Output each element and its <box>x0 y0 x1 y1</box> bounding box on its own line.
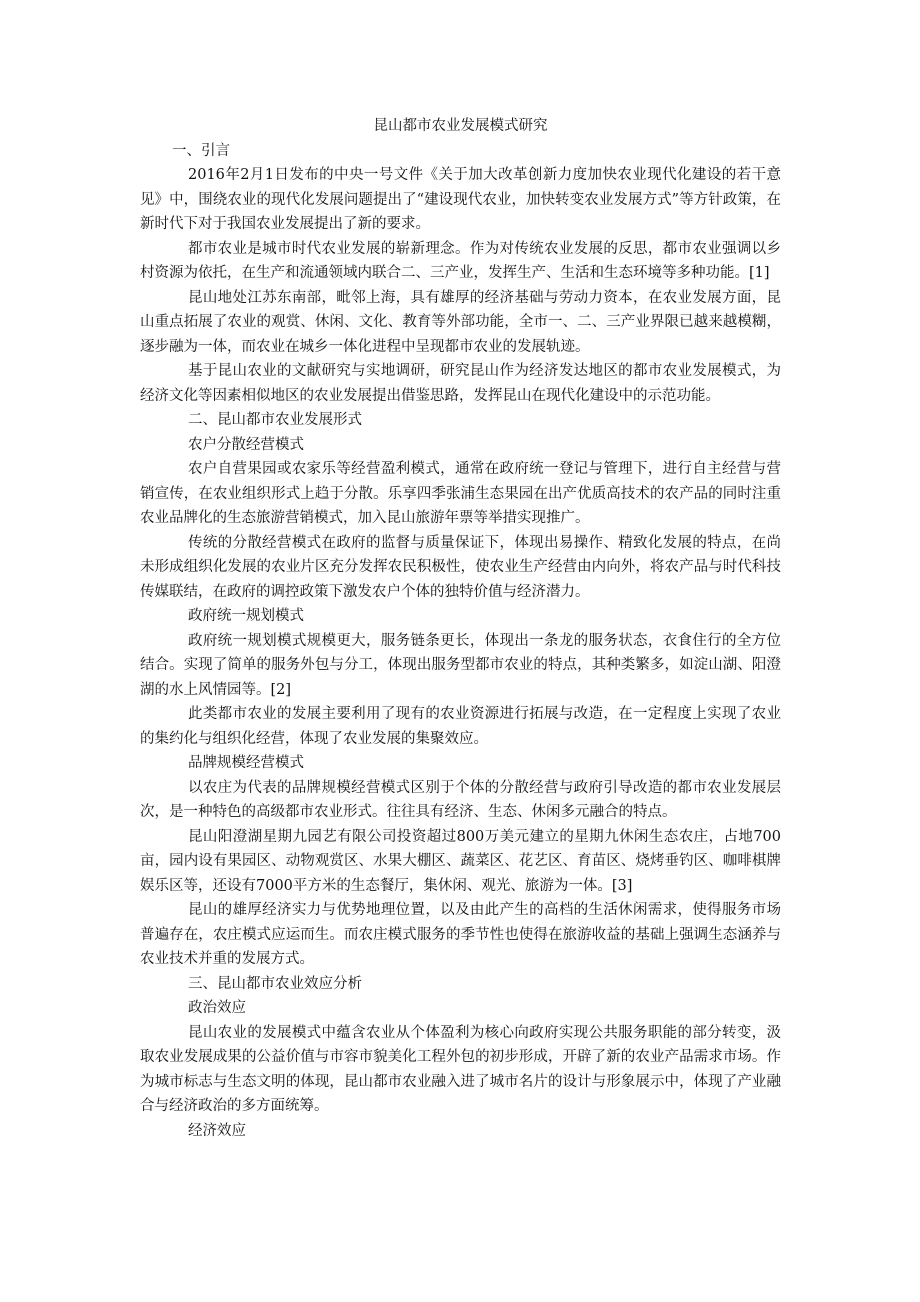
paragraph: 2016年2月1日发布的中央一号文件《关于加大改革创新力度加快农业现代化建设的若干意见》中，围绕农业的现代化发展问题提出了“建设现代农业，加快转变农业发展方式”等方针政策，在新时代下对于我国农业发展提出了新的要求。 <box>140 167 781 232</box>
subheading-political: 政治效应 <box>188 1000 246 1016</box>
paragraph: 农户自营果园或农家乐等经营盈利模式，通常在政府统一登记与管理下，进行自主经营与营销宣传，在农业组织形式上趋于分散。乐享四季张浦生态果园在出产优质高技术的农产品的同时注重农业品牌化的生态旅游营销模式，加入昆山旅游年票等举措实现推广。 <box>140 461 781 526</box>
document-page <box>140 114 781 1143</box>
paragraph: 昆山地处江苏东南部，毗邻上海，具有雄厚的经济基础与劳动力资本，在农业发展方面，昆山重点拓展了农业的观赏、休闲、文化、教育等外部功能，全市一、二、三产业界限已越来越模糊，逐步融为一体，而农业在城乡一体化进程中呈现都市农业的发展轨迹。 <box>140 289 781 355</box>
section-heading-forms: 二、昆山都市农业发展形式 <box>188 412 362 428</box>
section-heading-effects: 三、昆山都市农业效应分析 <box>188 975 362 992</box>
subheading-dispersed: 农户分散经营模式 <box>188 436 304 453</box>
subheading-government: 政府统一规划模式 <box>188 608 304 624</box>
paragraph: 都市农业是城市时代农业发展的崭新理念。作为对传统农业发展的反思，都市农业强调以乡村资源为依托，在生产和流通领域内联合二、三产业，发挥生产、生活和生态环境等多种功能。[1] <box>140 240 781 281</box>
paragraph: 以农庄为代表的品牌规模经营模式区别于个体的分散经营与政府引导改造的都市农业发展层次，是一种特色的高级都市农业形式。往往具有经济、生态、休闲多元融合的特点。 <box>140 779 781 820</box>
paragraph: 昆山农业的发展模式中蕴含农业从个体盈利为核心向政府实现公共服务职能的部分转变，汲取农业发展成果的公益价值与市容市貌美化工程外包的初步形成，开辟了新的农业产品需求市场。作为城市标志与生态文明的体现，昆山都市农业融入进了城市名片的设计与形象展示中，体现了产业融合与经济政治的多方面统筹。 <box>140 1024 781 1114</box>
document-title: 昆山都市农业发展模式研究 <box>373 118 548 134</box>
paragraph: 昆山阳澄湖星期九园艺有限公司投资超过800万美元建立的星期九休闲生态农庄，占地700亩，园内设有果园区、动物观赏区、水果大棚区、蔬菜区、花艺区、育苗区、烧烤垂钓区、咖啡棋牌娱乐区等，还设有7000平方米的生态餐厅，集休闲、观光、旅游为一体。[3] <box>140 828 781 894</box>
paragraph: 昆山的雄厚经济实力与优势地理位置，以及由此产生的高档的生活休闲需求，使得服务市场普遍存在，农庄模式应运而生。而农庄模式服务的季节性也使得在旅游收益的基础上强调生态涵养与农业技术并重的发展方式。 <box>140 902 781 967</box>
section-heading-intro: 一、引言 <box>172 142 230 159</box>
paragraph: 政府统一规划模式规模更大，服务链条更长，体现出一条龙的服务状态，衣食住行的全方位结合。实现了简单的服务外包与分工，体现出服务型都市农业的特点，其种类繁多，如淀山湖、阳澄湖的水上风情园等。[2] <box>140 632 781 698</box>
paragraph: 基于昆山农业的文献研究与实地调研，研究昆山作为经济发达地区的都市农业发展模式，为经济文化等因素相似地区的农业发展提出借鉴思路，发挥昆山在现代化建设中的示范功能。 <box>140 363 781 404</box>
paragraph: 传统的分散经营模式在政府的监督与质量保证下，体现出易操作、精致化发展的特点，在尚未形成组织化发展的农业片区充分发挥农民积极性，使农业生产经营由内向外，将农产品与时代科技传媒联结，在政府的调控政策下激发农户个体的独特价值与经济潜力。 <box>140 534 781 600</box>
subheading-economic: 经济效应 <box>188 1122 246 1139</box>
paragraph: 此类都市农业的发展主要利用了现有的农业资源进行拓展与改造，在一定程度上实现了农业的集约化与组织化经营，体现了农业发展的集聚效应。 <box>140 706 781 747</box>
subheading-brand: 品牌规模经营模式 <box>188 755 304 771</box>
